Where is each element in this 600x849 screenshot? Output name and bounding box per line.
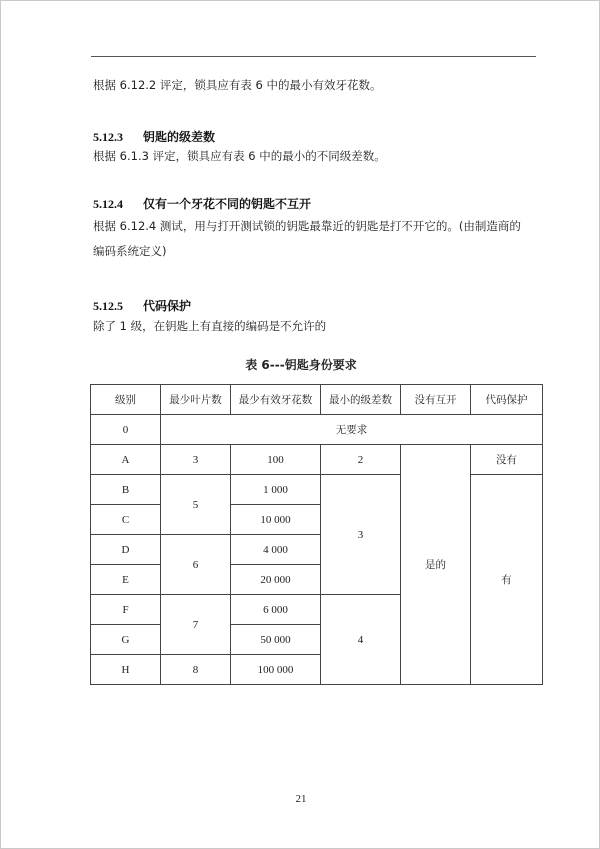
section-number: 5.12.5 bbox=[93, 299, 123, 313]
grade-cell: F bbox=[91, 595, 161, 625]
paragraph-interchange-line1: 根据 6.12.4 测试，用与打开测试锁的钥匙最靠近的钥匙是打不开它的。(由制造商的 bbox=[93, 219, 521, 233]
min-cuts-cell: 1 000 bbox=[231, 475, 321, 505]
paragraph-interchange-line2: 编码系统定义) bbox=[93, 244, 167, 258]
grade-cell: 0 bbox=[91, 415, 161, 445]
min-cuts-cell: 20 000 bbox=[231, 565, 321, 595]
grade-cell: A bbox=[91, 445, 161, 475]
header-min-cuts: 最少有效牙花数 bbox=[231, 385, 321, 415]
grade-cell: H bbox=[91, 655, 161, 685]
section-heading-5-12-4 bbox=[93, 195, 311, 212]
min-differs-cell: 2 bbox=[321, 445, 401, 475]
table-row bbox=[91, 415, 543, 445]
min-blades-cell: 8 bbox=[161, 655, 231, 685]
min-blades-cell: 7 bbox=[161, 595, 231, 655]
grade-cell: B bbox=[91, 475, 161, 505]
page-number: 21 bbox=[295, 793, 307, 805]
min-differs-cell: 4 bbox=[321, 595, 401, 685]
grade-cell: C bbox=[91, 505, 161, 535]
min-cuts-cell: 100 bbox=[231, 445, 321, 475]
table-row bbox=[91, 475, 543, 505]
code-protection-cell: 有 bbox=[471, 475, 543, 685]
no-requirement-cell: 无要求 bbox=[161, 415, 543, 445]
paragraph-code-protection: 除了 1 级，在钥匙上有直接的编码是不允许的 bbox=[93, 319, 327, 333]
table-header-row bbox=[91, 385, 543, 415]
header-rule bbox=[91, 56, 536, 57]
section-heading-5-12-3 bbox=[93, 128, 215, 145]
key-identity-table bbox=[90, 384, 543, 685]
min-cuts-cell: 6 000 bbox=[231, 595, 321, 625]
min-blades-cell: 6 bbox=[161, 535, 231, 595]
section-number: 5.12.3 bbox=[93, 130, 123, 144]
grade-cell: G bbox=[91, 625, 161, 655]
no-interchange-cell: 是的 bbox=[401, 445, 471, 685]
header-min-differs: 最小的级差数 bbox=[321, 385, 401, 415]
min-cuts-cell: 50 000 bbox=[231, 625, 321, 655]
table-row bbox=[91, 445, 543, 475]
grade-cell: E bbox=[91, 565, 161, 595]
header-no-interchange: 没有互开 bbox=[401, 385, 471, 415]
grade-cell: D bbox=[91, 535, 161, 565]
min-cuts-cell: 4 000 bbox=[231, 535, 321, 565]
code-protection-cell: 没有 bbox=[471, 445, 543, 475]
section-title: 代码保护 bbox=[143, 299, 192, 313]
paragraph-cut-count: 根据 6.12.2 评定，锁具应有表 6 中的最小有效牙花数。 bbox=[93, 78, 382, 92]
header-code-protection: 代码保护 bbox=[471, 385, 543, 415]
header-grade: 级别 bbox=[91, 385, 161, 415]
section-number: 5.12.4 bbox=[93, 197, 123, 211]
min-differs-cell: 3 bbox=[321, 475, 401, 595]
section-heading-5-12-5 bbox=[93, 297, 191, 314]
header-min-blades: 最少叶片数 bbox=[161, 385, 231, 415]
min-blades-cell: 3 bbox=[161, 445, 231, 475]
table-caption: 表 6---钥匙身份要求 bbox=[245, 358, 357, 372]
section-title: 钥匙的级差数 bbox=[143, 130, 216, 144]
section-title: 仅有一个牙花不同的钥匙不互开 bbox=[143, 197, 312, 211]
min-blades-cell: 5 bbox=[161, 475, 231, 535]
paragraph-differs: 根据 6.1.3 评定，锁具应有表 6 中的最小的不同级差数。 bbox=[93, 149, 386, 163]
min-cuts-cell: 10 000 bbox=[231, 505, 321, 535]
min-cuts-cell: 100 000 bbox=[231, 655, 321, 685]
